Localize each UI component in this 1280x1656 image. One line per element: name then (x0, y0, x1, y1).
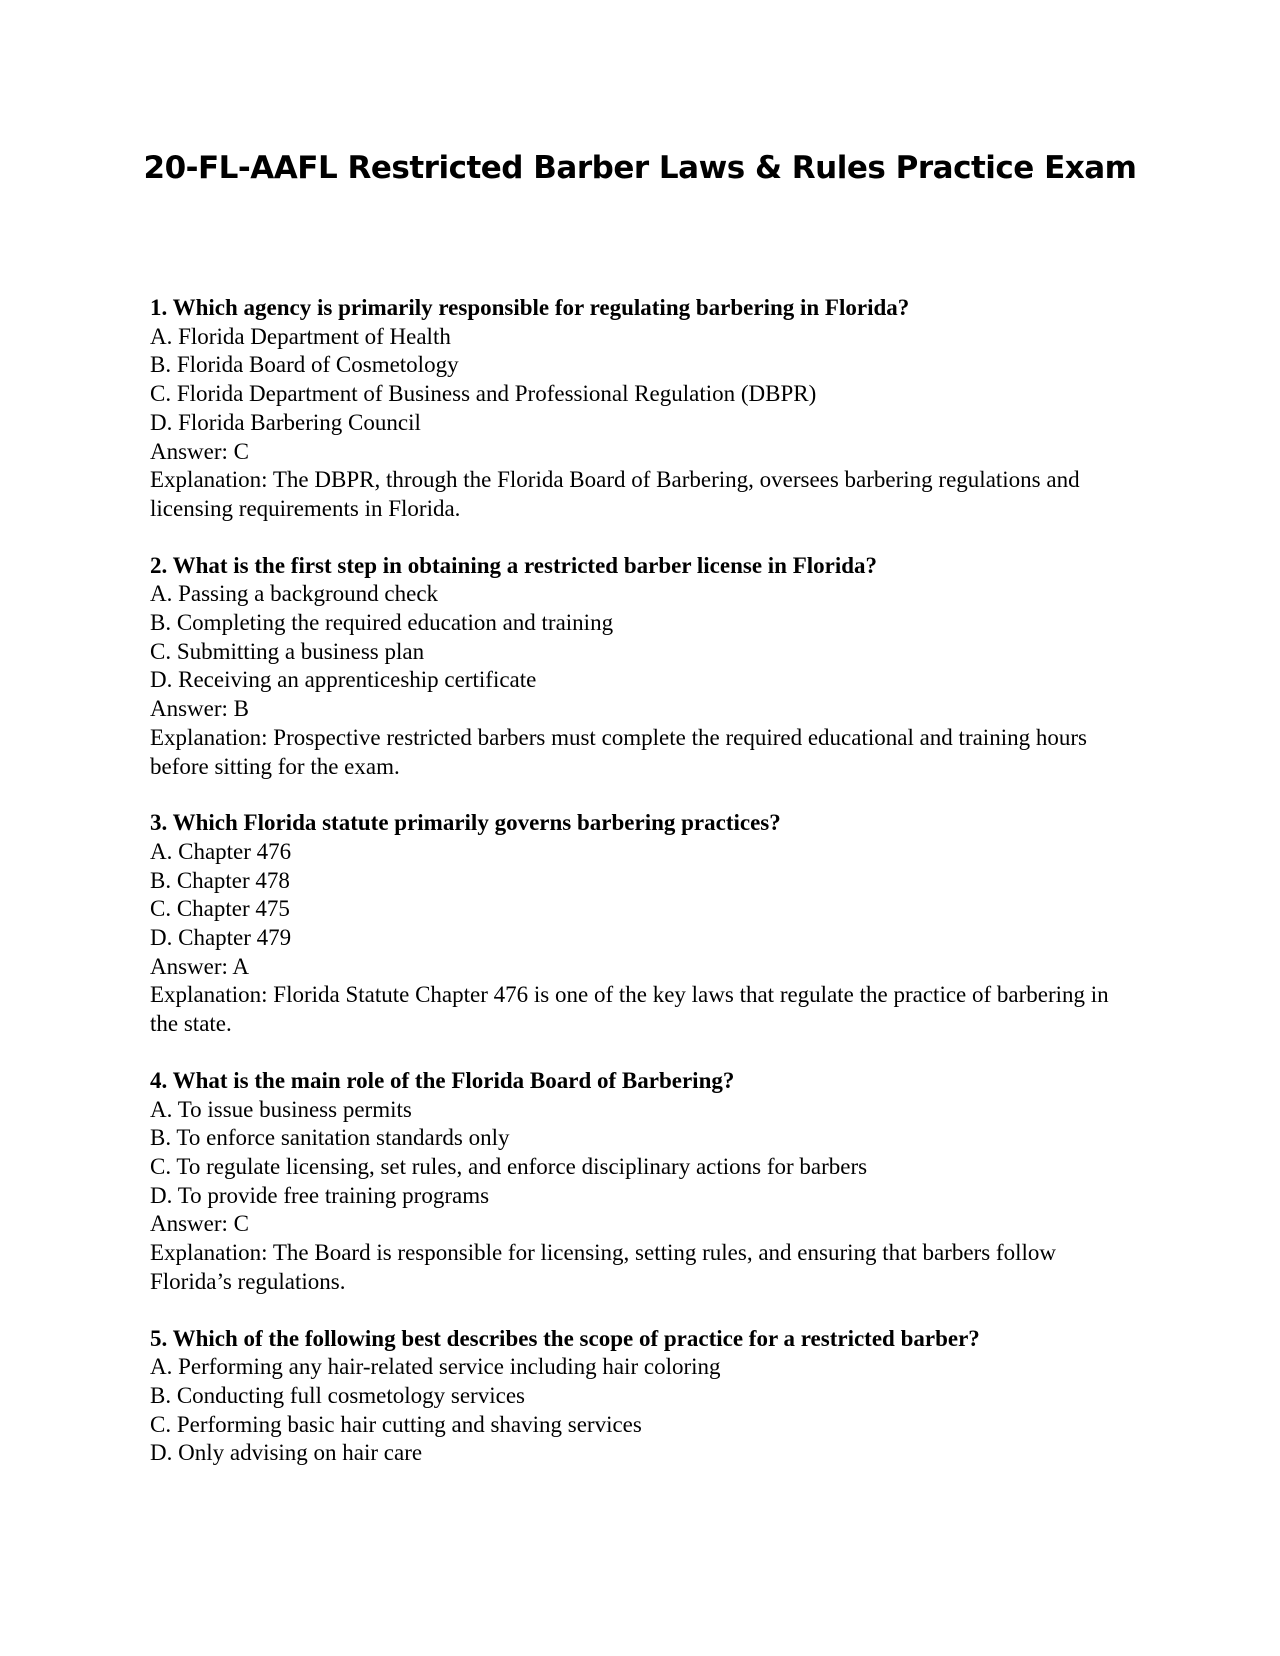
question-number: 2. (150, 552, 168, 578)
question-2 (150, 552, 1130, 782)
option-a: A. Performing any hair-related service including hair coloring (150, 1354, 721, 1380)
answer: Answer: A (150, 953, 250, 979)
option-b: B. To enforce sanitation standards only (150, 1125, 510, 1151)
option-a: A. Passing a background check (150, 581, 439, 607)
option-b: B. Conducting full cosmetology services (150, 1382, 525, 1408)
question-prompt: What is the first step in obtaining a restricted barber license in Florida? (172, 552, 878, 578)
question-4 (150, 1067, 1130, 1297)
answer: Answer: B (150, 696, 250, 722)
question-3 (150, 809, 1130, 1039)
option-d: D. Only advising on hair care (150, 1440, 423, 1466)
option-c: C. To regulate licensing, set rules, and enforce disciplinary actions for barbers (150, 1153, 868, 1179)
option-c: C. Chapter 475 (150, 896, 290, 922)
option-c: C. Performing basic hair cutting and shaving services (150, 1411, 642, 1437)
explanation: Explanation: Prospective restricted barbers must complete the required educational and training hours before sitting for the exam. (150, 724, 1087, 779)
question-number: 5. (150, 1325, 168, 1351)
explanation: Explanation: The Board is responsible for licensing, setting rules, and ensuring that barbers follow Florida’s regulations. (150, 1240, 1056, 1294)
question-prompt: Which agency is primarily responsible for regulating barbering in Florida? (172, 295, 910, 320)
question-prompt: What is the main role of the Florida Board of Barbering? (172, 1067, 735, 1093)
option-b: B. Completing the required education and training (150, 610, 614, 636)
option-b: B. Chapter 478 (150, 867, 290, 893)
question-1 (150, 294, 1130, 524)
option-a: A. To issue business permits (150, 1096, 412, 1122)
option-c: C. Submitting a business plan (150, 638, 425, 664)
option-d: D. Receiving an apprenticeship certificate (150, 667, 537, 693)
question-text (150, 294, 1130, 323)
option-a: A. Florida Department of Health (150, 323, 451, 349)
question-list (150, 294, 1130, 1496)
question-text (150, 1067, 1130, 1096)
answer: Answer: C (150, 438, 250, 464)
question-number: 4. (150, 1067, 168, 1093)
explanation: Explanation: The DBPR, through the Florida Board of Barbering, oversees barbering regulations and licensing requirements in Florida. (150, 467, 1080, 521)
question-5 (150, 1325, 1130, 1469)
question-text (150, 1325, 1130, 1354)
question-prompt: Which Florida statute primarily governs barbering practices? (172, 810, 781, 836)
explanation: Explanation: Florida Statute Chapter 476 is one of the key laws that regulate the practice of barbering in the state. (150, 982, 1109, 1037)
option-c: C. Florida Department of Business and Professional Regulation (DBPR) (150, 381, 817, 407)
option-d: D. Florida Barbering Council (150, 409, 421, 435)
option-b: B. Florida Board of Cosmetology (150, 352, 459, 378)
question-number: 1. (150, 295, 168, 320)
question-prompt: Which of the following best describes the scope of practice for a restricted barber? (172, 1325, 980, 1351)
option-d: D. Chapter 479 (150, 925, 292, 951)
option-d: D. To provide free training programs (150, 1182, 490, 1208)
question-text (150, 809, 1130, 838)
question-number: 3. (150, 810, 168, 836)
option-a: A. Chapter 476 (150, 838, 292, 864)
answer: Answer: C (150, 1211, 250, 1237)
page-title: 20-FL-AAFL Restricted Barber Laws & Rules Practice Exam (143, 150, 1137, 186)
question-text (150, 552, 1130, 581)
